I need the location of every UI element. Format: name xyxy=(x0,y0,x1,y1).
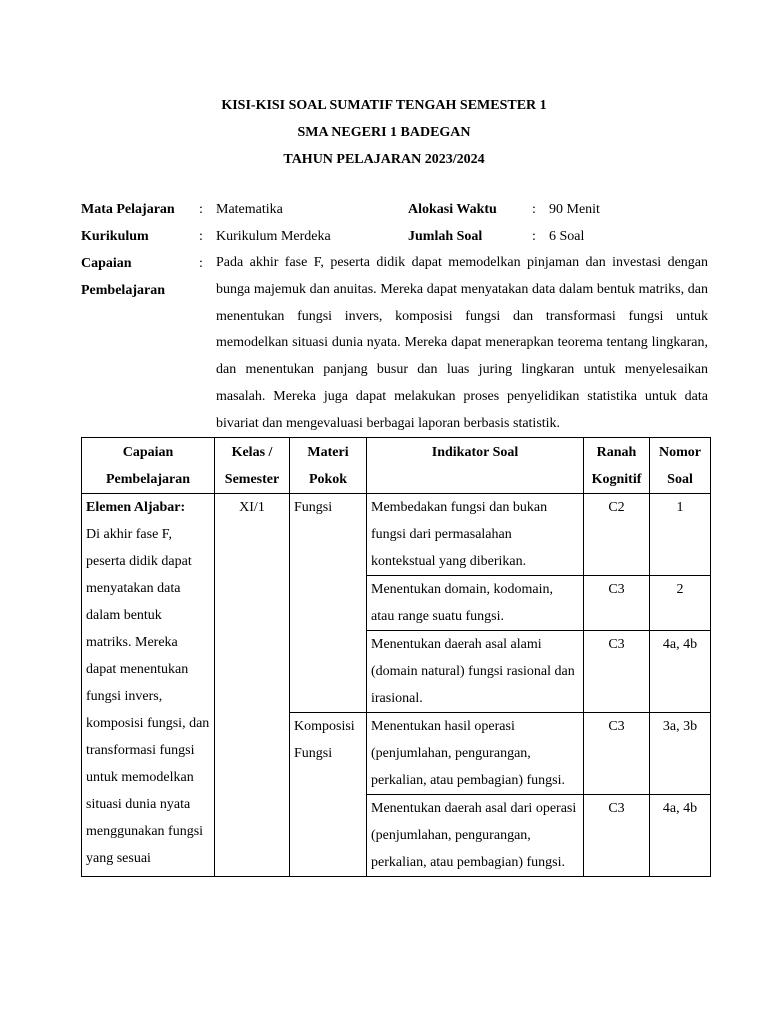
colon: : xyxy=(532,202,536,217)
ranah-cell: C3 xyxy=(584,795,650,877)
capaian-cell-text: Di akhir fase F, peserta didik dapat menyatakan data dalam bentuk matriks. Mereka dapat menentukan fungsi invers, komposisi fungsi, dan transformasi fungsi untuk memodelkan situasi dunia nyata menggunakan fungsi yang sesuai xyxy=(86,527,210,866)
table-header-row xyxy=(82,438,711,494)
colon: : xyxy=(199,229,203,244)
indikator-cell: Menentukan hasil operasi (penjumlahan, pengurangan, perkalian, atau pembagian) fungsi. xyxy=(367,713,584,795)
document-title xyxy=(0,92,768,173)
indikator-cell: Menentukan daerah asal dari operasi (penjumlahan, pengurangan, perkalian, atau pembagian) fungsi. xyxy=(367,795,584,877)
nomor-cell: 3a, 3b xyxy=(650,713,711,795)
indikator-cell: Menentukan domain, kodomain, atau range suatu fungsi. xyxy=(367,576,584,631)
capaian-cell xyxy=(82,494,215,877)
indikator-cell: Menentukan daerah asal alami (domain natural) fungsi rasional dan irasional. xyxy=(367,631,584,713)
header-kelas xyxy=(215,438,290,494)
nomor-cell: 4a, 4b xyxy=(650,631,711,713)
title-line-1: KISI-KISI SOAL SUMATIF TENGAH SEMESTER 1 xyxy=(221,98,547,113)
header-ranah xyxy=(584,438,650,494)
capaian-label-line-1: Capaian xyxy=(81,256,132,271)
header-materi-line-1: Materi xyxy=(307,445,349,460)
header-materi-line-2: Pokok xyxy=(308,472,348,487)
elemen-title: Elemen Aljabar: xyxy=(86,500,186,515)
kisi-kisi-table xyxy=(81,437,711,877)
title-line-2: SMA NEGERI 1 BADEGAN xyxy=(297,125,471,140)
header-capaian-line-2: Pembelajaran xyxy=(106,472,190,487)
header-kelas-line-2: Semester xyxy=(224,472,280,487)
header-indikator: Indikator Soal xyxy=(367,438,584,494)
capaian-label-line-2: Pembelajaran xyxy=(81,283,165,298)
nomor-cell: 2 xyxy=(650,576,711,631)
kelas-cell: XI/1 xyxy=(215,494,290,877)
ranah-cell: C2 xyxy=(584,494,650,576)
header-nomor xyxy=(650,438,711,494)
title-line-3: TAHUN PELAJARAN 2023/2024 xyxy=(283,152,485,167)
materi-cell-komposisi: Komposisi Fungsi xyxy=(290,713,367,877)
nomor-cell: 4a, 4b xyxy=(650,795,711,877)
capaian-text: Pada akhir fase F, peserta didik dapat memodelkan pinjaman dan investasi dengan bunga majemuk dan anuitas. Mereka dapat menyatakan data dalam bentuk matriks, dan menentukan fungsi invers, komposisi fungsi dan transformasi fungsi untuk memodelkan situasi dunia nyata. Mereka dapat menerapkan teorema tentang lingkaran, dan menentukan panjang busur dan luas juring lingkaran untuk menyelesaikan masalah. Mereka juga dapat melakukan proses penyelidikan statistika untuk data bivariat dan mengevaluasi berbagai laporan berbasis statistik. xyxy=(216,255,708,431)
info-section xyxy=(81,196,711,431)
kurikulum-label: Kurikulum xyxy=(81,229,149,244)
jumlah-label: Jumlah Soal xyxy=(408,229,483,244)
info-row-mapel xyxy=(81,196,711,223)
indikator-cell: Membedakan fungsi dan bukan fungsi dari permasalahan kontekstual yang diberikan. xyxy=(367,494,584,576)
jumlah-value: 6 Soal xyxy=(549,229,585,244)
header-ranah-line-2: Kognitif xyxy=(591,472,642,487)
capaian-label xyxy=(81,250,191,304)
info-row-capaian xyxy=(81,250,711,431)
ranah-cell: C3 xyxy=(584,713,650,795)
header-capaian-line-1: Capaian xyxy=(122,445,174,460)
mapel-value: Matematika xyxy=(216,202,283,217)
alokasi-label: Alokasi Waktu xyxy=(408,202,497,217)
header-nomor-line-2: Soal xyxy=(667,472,693,487)
info-row-kurikulum xyxy=(81,223,711,250)
alokasi-value: 90 Menit xyxy=(549,202,600,217)
ranah-cell: C3 xyxy=(584,631,650,713)
colon: : xyxy=(199,256,203,271)
header-ranah-line-1: Ranah xyxy=(596,445,637,460)
mapel-label: Mata Pelajaran xyxy=(81,202,175,217)
kurikulum-value: Kurikulum Merdeka xyxy=(216,229,331,244)
ranah-cell: C3 xyxy=(584,576,650,631)
colon: : xyxy=(532,229,536,244)
colon: : xyxy=(199,202,203,217)
nomor-cell: 1 xyxy=(650,494,711,576)
header-capaian xyxy=(82,438,215,494)
header-materi xyxy=(290,438,367,494)
header-kelas-line-1: Kelas / xyxy=(231,445,273,460)
header-nomor-line-1: Nomor xyxy=(659,445,701,460)
materi-cell-fungsi: Fungsi xyxy=(290,494,367,713)
table-row xyxy=(82,494,711,576)
